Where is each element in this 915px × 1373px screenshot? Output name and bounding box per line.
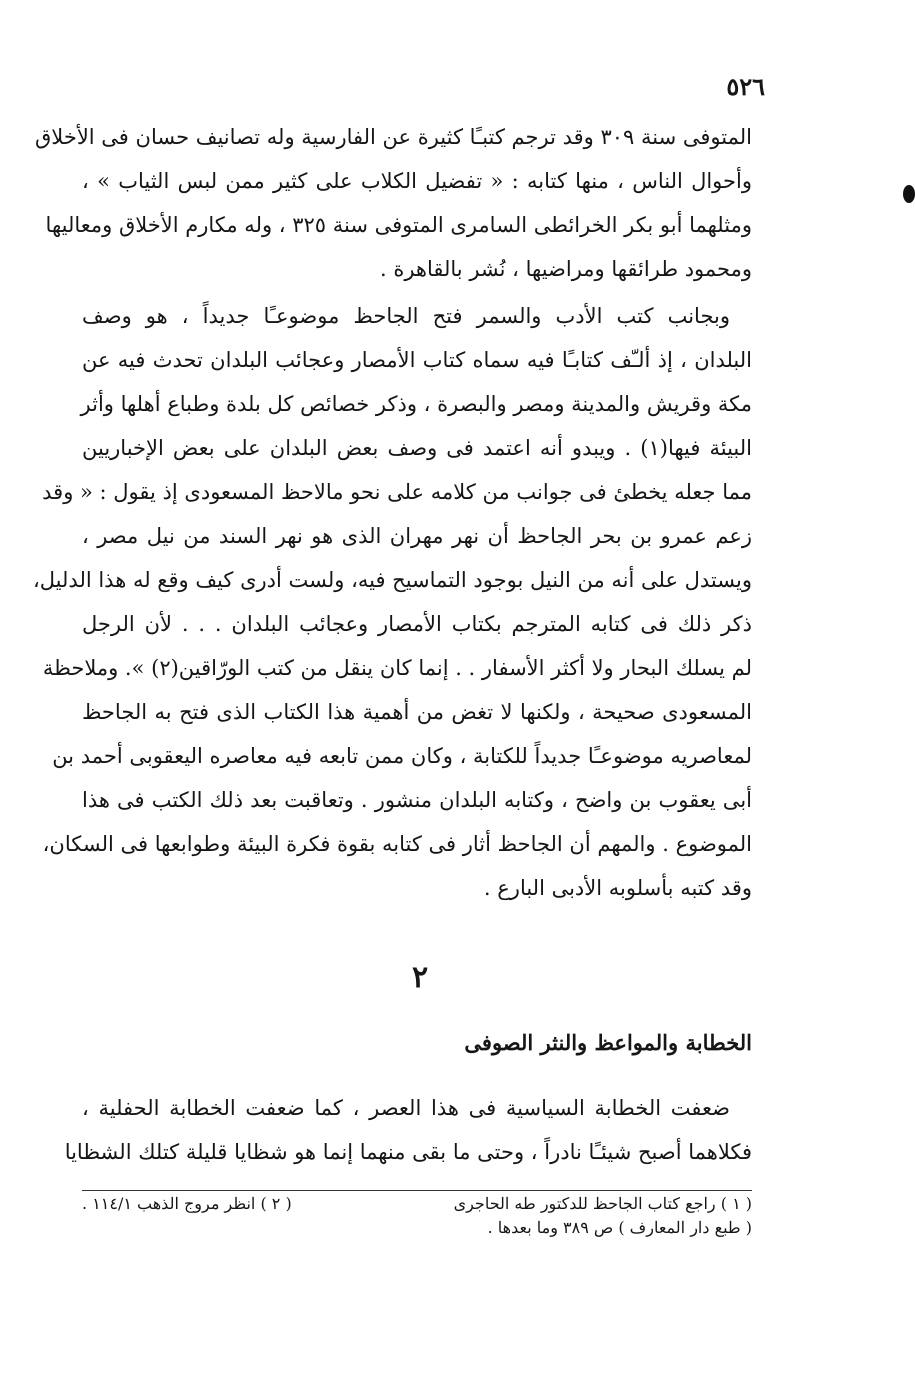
text-line: زعم عمرو بن بحر الجاحظ أن نهر مهران الذى هو نهر السند من نيل مصر ، xyxy=(82,524,752,548)
text-line: ذكر ذلك فى كتابه المترجم بكتاب الأمصار وعجائب البلدان . . . لأن الرجل xyxy=(82,612,752,636)
text-line: البلدان ، إذ ألـّف كتابـًا فيه سماه كتاب الأمصار وعجائب البلدان تحدث فيه عن xyxy=(82,348,752,372)
text-line: لمعاصريه موضوعـًا جديداً للكتابة ، وكان ممن تابعه فيه معاصره اليعقوبى أحمد بن xyxy=(52,744,752,768)
text-line: ومثلهما أبو بكر الخرائطى السامرى المتوفى سنة ٣٢٥ ، وله مكارم الأخلاق ومعاليها xyxy=(45,213,752,237)
text-line: مما جعله يخطئ فى جوانب من كلامه على نحو مالاحظ المسعودى إذ يقول : « وقد xyxy=(42,480,752,504)
text-line: ومحمود طرائقها ومراضيها ، نُشر بالقاهرة . xyxy=(379,257,752,281)
paragraph-2 xyxy=(33,294,752,910)
text-line: ضعفت الخطابة السياسية فى هذا العصر ، كما ضعفت الخطابة الحفلية ، xyxy=(82,1096,730,1120)
section-heading: الخطابة والمواعظ والنثر الصوفى xyxy=(464,1030,752,1055)
footnote-1: ( ١ ) راجع كتاب الجاحظ للدكتور طه الحاجرى xyxy=(453,1194,752,1213)
text-line: البيئة فيها(١) . ويبدو أنه اعتمد فى وصف بعض البلدان على بعض الإخباريين xyxy=(82,436,752,460)
binding-mark xyxy=(903,185,915,203)
text-line: الموضوع . والمهم أن الجاحظ أثار فى كتابه بقوة فكرة البيئة وطوابعها فى السكان، xyxy=(42,832,752,856)
page-number: ٥٢٦ xyxy=(726,72,765,101)
paragraph-1 xyxy=(35,115,752,291)
text-line: أبى يعقوب بن واضح ، وكتابه البلدان منشور . وتعاقبت بعد ذلك الكتب فى هذا xyxy=(82,788,752,812)
footnote-2: ( ٢ ) انظر مروج الذهب ١١٤/١ . xyxy=(82,1194,292,1213)
section-number: ٢ xyxy=(411,960,429,995)
footnote-row xyxy=(82,1192,752,1216)
text-line: المسعودى صحيحة ، ولكنها لا تغض من أهمية هذا الكتاب الذى فتح به الجاحظ xyxy=(82,700,752,724)
text-line: وأحوال الناس ، منها كتابه : « تفضيل الكلاب على كثير ممن لبس الثياب » ، xyxy=(82,169,752,193)
paragraph-3 xyxy=(64,1086,752,1174)
text-line: ويستدل على أنه من النيل بوجود التماسيح فيه، ولست أدرى كيف وقع له هذا الدليل، xyxy=(33,568,752,592)
text-line: مكة وقريش والمدينة ومصر والبصرة ، وذكر خصائص كل بلدة وطباع أهلها وأثر xyxy=(80,392,752,416)
text-line: لم يسلك البحار ولا أكثر الأسفار . . إنما كان ينقل من كتب الورّاقين(٢) ». وملاحظة xyxy=(42,656,752,680)
text-line: وقد كتبه بأسلوبه الأدبى البارع . xyxy=(483,876,752,900)
text-line: المتوفى سنة ٣٠٩ وقد ترجم كتبـًا كثيرة عن الفارسية وله تصانيف حسان فى الأخلاق xyxy=(35,125,752,149)
footnote-divider xyxy=(82,1190,752,1191)
text-line: وبجانب كتب الأدب والسمر فتح الجاحظ موضوعـًا جديداً ، هو وصف xyxy=(82,304,731,328)
footnote-1-continued: ( طبع دار المعارف ) ص ٣٨٩ وما بعدها . xyxy=(487,1218,752,1237)
text-line: فكلاهما أصبح شيئـًا نادراً ، وحتى ما بقى منهما إنما هو شظايا قليلة كتلك الشظايا xyxy=(64,1140,752,1164)
footnotes xyxy=(82,1192,752,1240)
